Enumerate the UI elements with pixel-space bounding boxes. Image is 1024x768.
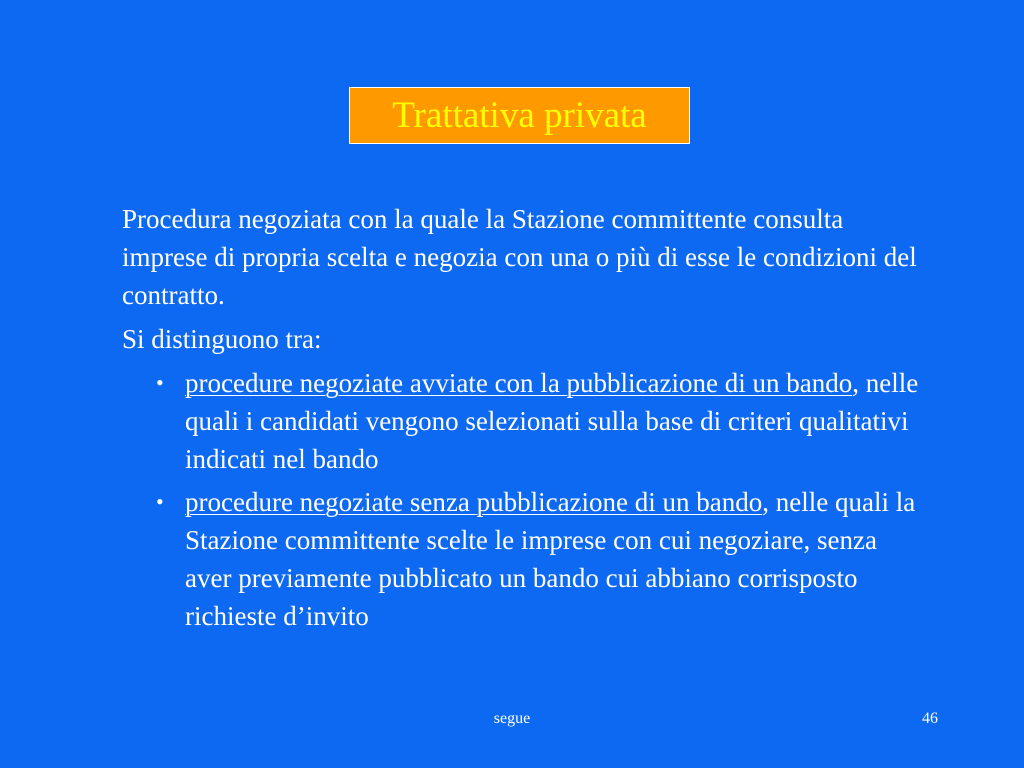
slide-body	[122, 200, 922, 640]
title-box	[349, 87, 690, 144]
slide-title: Trattativa privata	[392, 95, 647, 136]
bullet-list	[122, 364, 922, 635]
bullet-item	[122, 364, 922, 478]
bullet-text: , nelle quali la Stazione committente scelte le imprese con cui negoziare, senza aver previamente pubblicato un bando cui abbiano corrisposto richieste d’invito	[185, 487, 916, 631]
bullet-underlined-text: procedure negoziate senza pubblicazione di un bando	[185, 487, 763, 517]
footer-label: segue	[493, 710, 531, 727]
lead-paragraph: Si distinguono tra:	[122, 324, 322, 354]
bullet-icon: •	[156, 489, 164, 514]
intro-paragraph: Procedura negoziata con la quale la Stazione committente consulta imprese di propria scelta e negozia con una o più di esse le condizioni del contratto.	[122, 204, 917, 310]
page-number: 46	[922, 710, 938, 727]
bullet-text: , nelle quali i candidati vengono selezionati sulla base di criteri qualitativi indicati nel bando	[185, 368, 919, 474]
bullet-icon: •	[156, 370, 164, 395]
bullet-underlined-text: procedure negoziate avviate con la pubblicazione di un bando	[185, 368, 853, 398]
bullet-item	[122, 483, 922, 635]
